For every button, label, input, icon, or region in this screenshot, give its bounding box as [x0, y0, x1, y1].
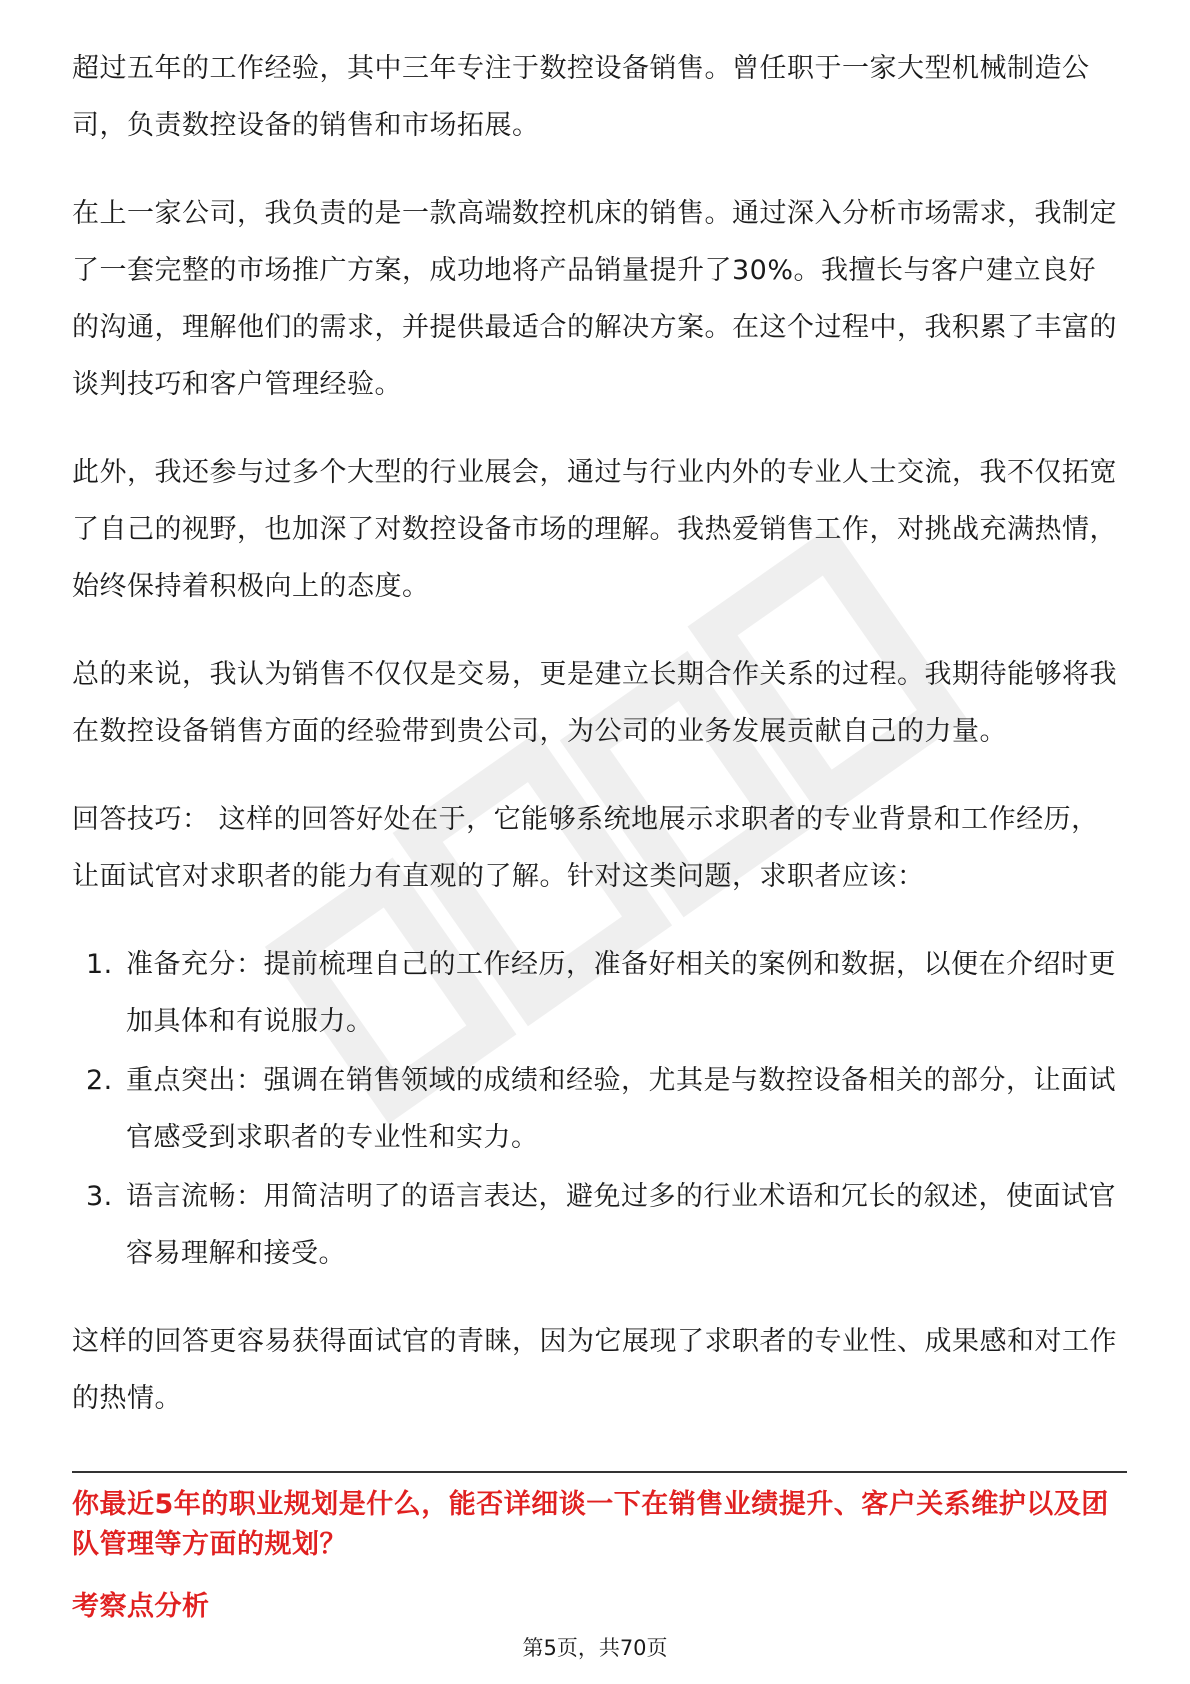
- paragraph-experience: 超过五年的工作经验，其中三年专注于数控设备销售。曾任职于一家大型机械制造公司，负责数控设备的销售和市场拓展。: [72, 53, 1090, 141]
- section-title: 考察点分析: [72, 1591, 210, 1622]
- list-item-text: 语言流畅：用简洁明了的语言表达，避免过多的行业术语和冗长的叙述，使面试官容易理解和接受。: [126, 1181, 1116, 1269]
- interview-question: 你最近5年的职业规划是什么，能否详细谈一下在销售业绩提升、客户关系维护以及团队管理等方面的规划？: [72, 1489, 1109, 1560]
- list-item-text: 重点突出：强调在销售领域的成绩和经验，尤其是与数控设备相关的部分，让面试官感受到求职者的专业性和实力。: [126, 1065, 1116, 1153]
- page-footer: 第5页，共70页: [522, 1636, 668, 1660]
- list-number: 1.: [86, 949, 113, 980]
- tips-list: [72, 936, 1122, 1282]
- paragraph-summary: 总的来说，我认为销售不仅仅是交易，更是建立长期合作关系的过程。我期待能够将我在数控设备销售方面的经验带到贵公司，为公司的业务发展贡献自己的力量。: [72, 659, 1117, 747]
- list-item-text: 准备充分：提前梳理自己的工作经历，准备好相关的案例和数据，以便在介绍时更加具体和有说服力。: [126, 949, 1116, 1037]
- paragraph-answer-tips: 回答技巧： 这样的回答好处在于，它能够系统地展示求职者的专业背景和工作经历，让面试官对求职者的能力有直观的了解。针对这类问题，求职者应该：: [72, 804, 1099, 892]
- paragraph-closing: 这样的回答更容易获得面试官的青睐，因为它展现了求职者的专业性、成果感和对工作的热情。: [72, 1326, 1117, 1414]
- paragraph-previous-company: 在上一家公司，我负责的是一款高端数控机床的销售。通过深入分析市场需求，我制定了一套完整的市场推广方案，成功地将产品销量提升了30%。我擅长与客户建立良好的沟通，理解他们的需求，并提供最适合的解决方案。在这个过程中，我积累了丰富的谈判技巧和客户管理经验。: [72, 198, 1117, 400]
- list-item: [72, 936, 1122, 1050]
- list-item: [72, 1168, 1122, 1282]
- list-number: 2.: [86, 1065, 113, 1096]
- paragraph-exhibitions: 此外，我还参与过多个大型的行业展会，通过与行业内外的专业人士交流，我不仅拓宽了自己的视野，也加深了对数控设备市场的理解。我热爱销售工作，对挑战充满热情，始终保持着积极向上的态度。: [72, 457, 1117, 602]
- section-divider: [72, 1471, 1127, 1473]
- list-number: 3.: [86, 1181, 113, 1212]
- page-content: [72, 40, 1122, 1627]
- list-item: [72, 1052, 1122, 1166]
